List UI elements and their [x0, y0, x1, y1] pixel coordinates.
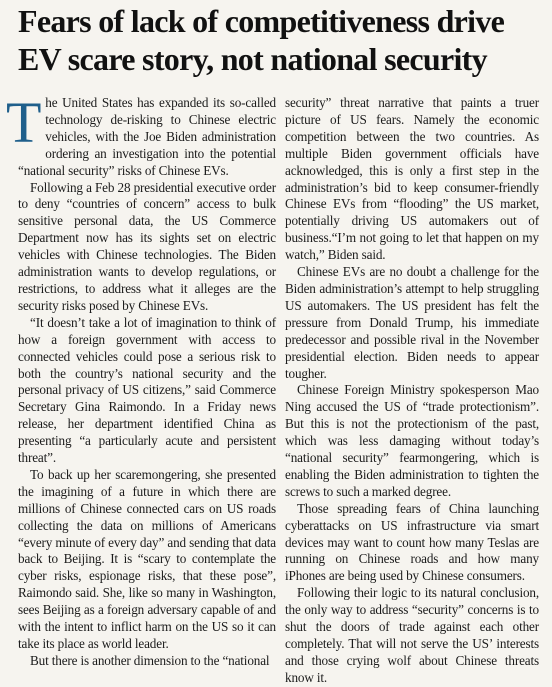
paragraph-9: Those spreading fears of China launching cyberattacks on US infrastructure via smart devices may want to count how many Teslas are running on Chinese roads and how many iPhones are being used by Chinese consumers. [285, 500, 539, 584]
paragraph-7: Chinese EVs are no doubt a challenge for the Biden administration’s attempt to help struggling US automakers. The US president has felt the pressure from Donald Trump, his immediate predecessor and possible rival in the November presidential election. Biden needs to appear tougher. [285, 264, 539, 381]
paragraph-8: Chinese Foreign Ministry spokesperson Mao Ning accused the US of “trade protectionism”. But this is not the protectionism of the past, which was less damaging without today’s “national security” fearmongering, which is enabling the Biden administration to tighten the screws to such a marked degree. [285, 382, 539, 499]
paragraph-1 [6, 90, 276, 180]
paragraph-5: But there is another dimension to the “national [30, 652, 270, 668]
paragraph-3: “It doesn’t take a lot of imagination to think of how a foreign government with access to connected vehicles could pose a serious risk to both the country’s national security and the personal privacy of US citizens,” said Commerce Secretary Gina Raimondo. In a Friday news release, her department identified China as presenting “a particularly acute and persistent threat”. [18, 314, 276, 466]
headline [18, 2, 538, 78]
paragraph-2: Following a Feb 28 presidential executive order to deny “countries of concern” access to bulk sensitive personal data, the US Commerce Department now has its sights set on electric vehicles with Chinese technologies. The Biden administration wants to develop regulations, or restrictions, to address what it alleges are the security risks posed by Chinese EVs. [18, 179, 276, 313]
drop-cap: T [6, 90, 42, 155]
paragraph-4: To back up her scaremongering, she presented the imagining of a future in which there are millions of Chinese connected cars on US roads collecting the data on millions of Americans “every minute of every day” and sending that data back to Beijing. It is “scary to contemplate the cyber risks, espionage risks, that these pose”, Raimondo said. She, like so many in Washington, sees Beijing as a foreign adversary capable of and with the intent to inflict harm on the US so it can take its place as world leader. [18, 466, 276, 651]
right-column [285, 95, 539, 687]
paragraph-10: Following their logic to its natural conclusion, the only way to address “security” concerns is to shut the doors of trade against each other completely. That will not serve the US’ interests and those crying wolf about Chinese threats know it. [285, 585, 539, 685]
left-column [6, 90, 276, 670]
paragraph-1-text: he United States has expanded its so-called technology de-risking to Chinese electric vehicles, with the Joe Biden administration ordering an investigation into the potential “national security” risks of Chinese EVs. [18, 95, 276, 178]
headline-line-1: Fears of lack of competitiveness drive [18, 3, 505, 39]
paragraph-6: security” threat narrative that paints a truer picture of US fears. Namely the economic competition between the two countries. As multiple Biden government officials have acknowledged, this is only a first step in the administration’s bid to keep consumer-friendly Chinese EVs from “flooding” the US market, potentially driving US automakers out of business.“I’m not going to let that happen on my watch,” Biden said. [285, 95, 539, 263]
headline-line-2: EV scare story, not national security [18, 41, 487, 77]
